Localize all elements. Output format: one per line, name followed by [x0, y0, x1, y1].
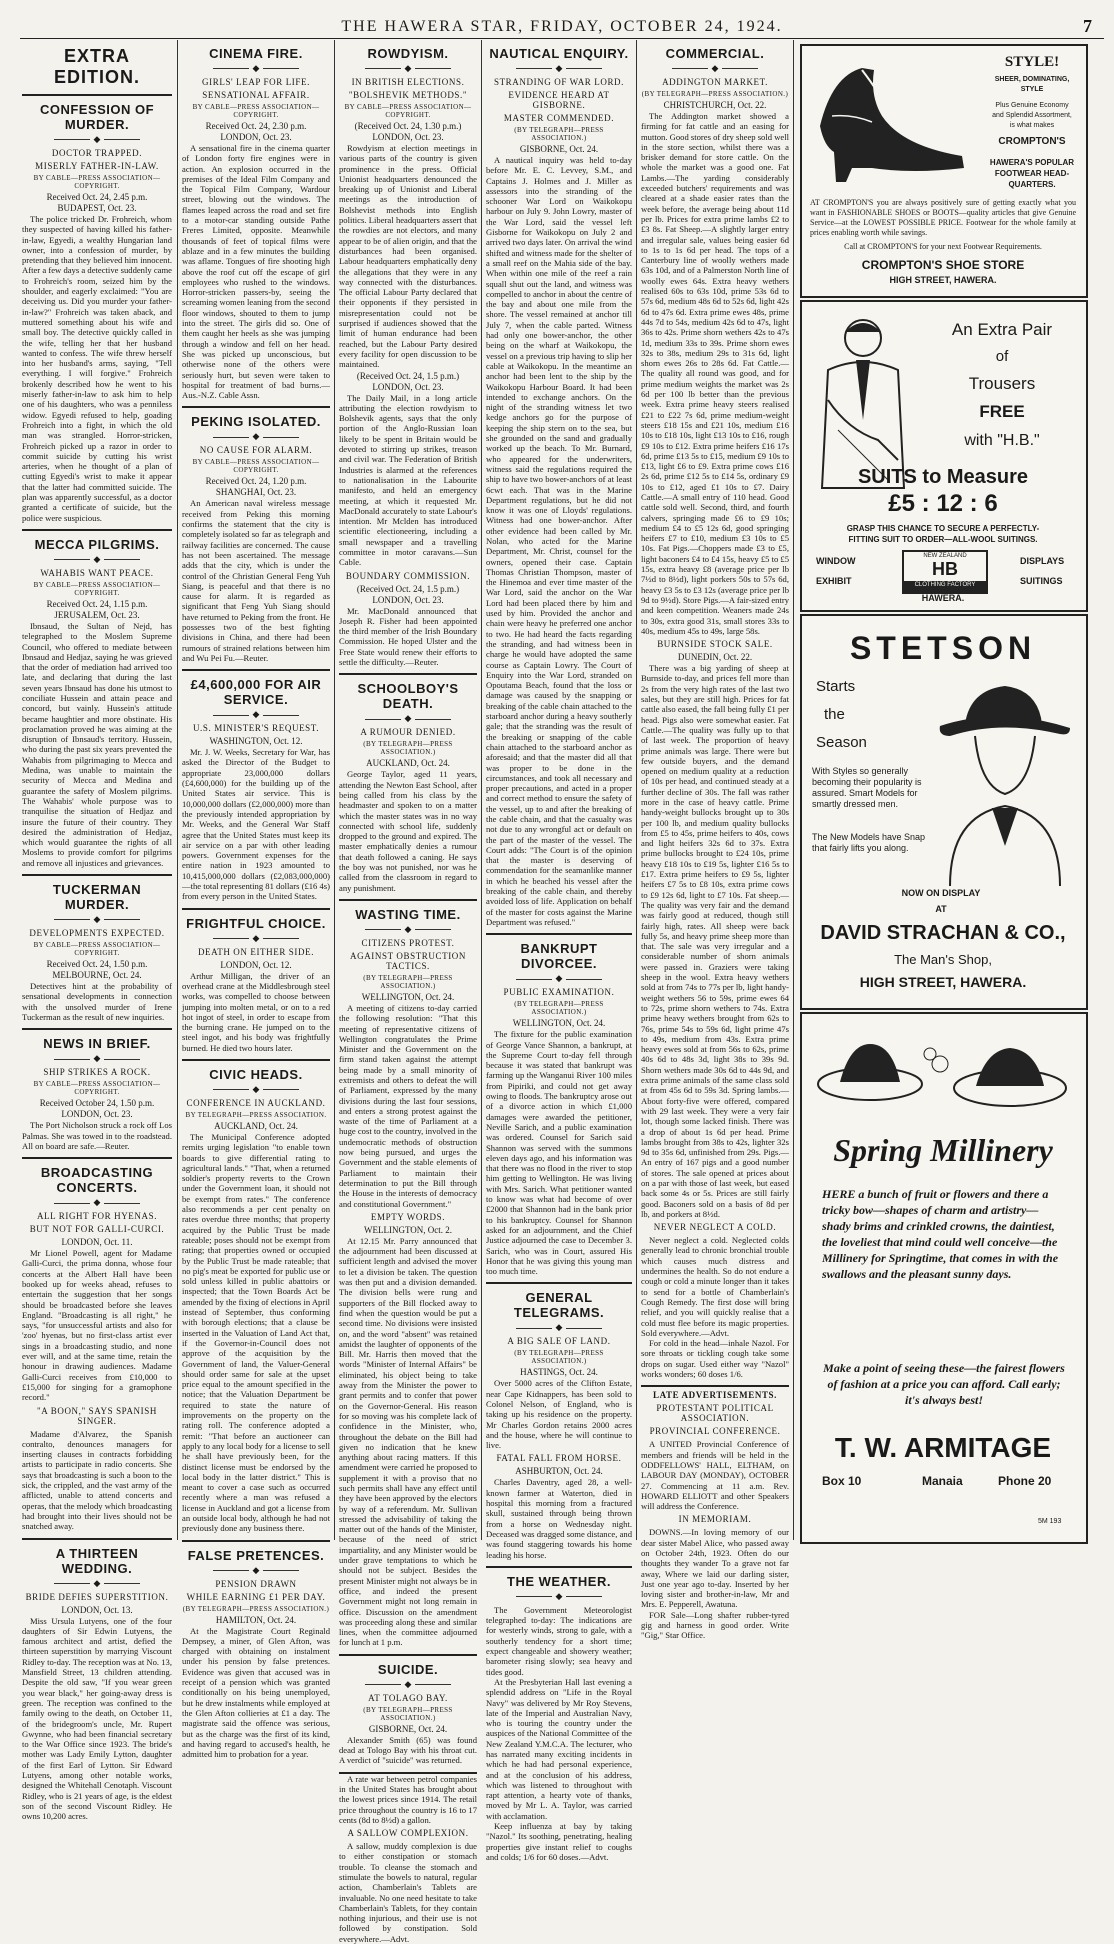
- subhead: "A BOON," SAYS SPANISH SINGER.: [37, 1405, 157, 1426]
- article-body: Mr. MacDonald announced that Joseph R. Fisher had been appointed the third member of the Irish Boundary Commission. He hoped Ulster and the Free State would renew their efforts to settle the difficulty.—Reuter.: [339, 605, 477, 668]
- subhead: DOCTOR TRAPPED.: [51, 148, 143, 158]
- headline-false-pretences: FALSE PRETENCES.: [187, 1547, 325, 1563]
- masthead: [20, 18, 1104, 36]
- ornament: ◆: [641, 63, 789, 74]
- divider: [182, 1540, 330, 1542]
- column-rule: [793, 40, 794, 1540]
- column-4: [486, 40, 632, 1862]
- logo-text: HB: [932, 559, 958, 579]
- ad-text: Plus Genuine Economy: [995, 102, 1069, 109]
- credit-line: (BY TELEGRAPH—PRESS ASSOCIATION.): [363, 973, 453, 990]
- man-in-suit-illustration-icon: [808, 310, 918, 490]
- received-line: (Received Oct. 24, 1.5 p.m.): [356, 370, 460, 381]
- article-body: Mr Lionel Powell, agent for Madame Galli-Curci, the prima donna, whose four concerts at the Albert Hall have been booked up for weeks ahead, refuses to entertain the suggestion that her songs should be broadcasted before she leaves England. "Broadcasting is all right," he says, "for unsuccessful artists and also for 'zoo' hyenas, but no first-class artist ever sings in a broadcasting studio, and none ever will, and at the same time, retain the honour in drawing audiences. Madame Galli-Curci receives from £10,000 to £15,000 for singing for a gramophone record.": [22, 1248, 172, 1403]
- divider: [486, 1282, 632, 1284]
- ornament: ◆: [486, 1591, 632, 1602]
- ad-text: AT: [935, 904, 947, 914]
- subhead: "BOLSHEVIK METHODS.": [348, 90, 468, 100]
- hb-suits-ad: [800, 300, 1088, 612]
- subhead: A BIG SALE OF LAND.: [507, 1336, 611, 1347]
- subhead: AT TOLAGO BAY.: [368, 1692, 448, 1703]
- received-line: Received Oct. 24, 1.15 p.m.: [46, 598, 148, 609]
- ornament: ◆: [182, 1565, 330, 1576]
- credit-line: BY CABLE—PRESS ASSOCIATION—COPYRIGHT.: [33, 1080, 161, 1097]
- article-body: The Port Nicholson struck a rock off Los Palmas. She was towed in to the roadstead. All on board are safe.—Reuter.: [22, 1120, 172, 1151]
- received-line: Received Oct. 24, 2.30 p.m.: [205, 121, 307, 131]
- ad-address: HIGH STREET, HAWERA.: [889, 275, 997, 285]
- article-body: Miss Ursula Lutyens, one of the four daughters of Sir Edwin Lutyens, the famous architect and artist, defied the thirteen superstition by marrying Viscount Ridley to-day. The reception was at No. 13, Mansfield Street, 13 children attending. Despite the old saw, "If you wear green you wear black," her going-away dress is green. The reception was confined to the family owing to the death, on October 11, of the bridegroom's uncle, Mr. Rupert Gwynne, who had been financial secretary to the War Office since 1923. The bride's mother was Lady Emily Lytton, daughter of the first Earl of Lytton. Sir Edward Lutyens, among other notable works, designed the Whitehall Cenotaph. Viscount Ridley, who is 21 years of age, is the eldest son of the second Viscount Ridley. He owns 10,200 acres.: [22, 1615, 172, 1822]
- headline-peking: PEKING ISOLATED.: [191, 414, 321, 430]
- subhead: IN MEMORIAM.: [678, 1514, 752, 1525]
- ad-text: SHEER, DOMINATING,: [994, 76, 1070, 83]
- hats-illustration-icon: [810, 1024, 1076, 1134]
- ornament: ◆: [22, 1053, 172, 1064]
- logo-text: NEW ZEALAND: [923, 553, 967, 559]
- received-line: Received October 24, 1.50 p.m.: [39, 1098, 155, 1109]
- headline-schoolboy: SCHOOLBOY'S DEATH.: [357, 681, 459, 712]
- ornament: ◆: [22, 1197, 172, 1208]
- ad-text: DISPLAYS: [1020, 556, 1065, 566]
- ad-text: WINDOW: [816, 556, 856, 566]
- subhead: DEATH ON EITHER SIDE.: [197, 946, 315, 957]
- ad-text: FREE: [979, 402, 1025, 421]
- spring-millinery-ad: [800, 1012, 1088, 1544]
- credit-line: (BY TELEGRAPH—PRESS ASSOCIATION.): [182, 1604, 330, 1613]
- dateline: LONDON, Oct. 23.: [372, 594, 444, 605]
- subhead: PROTESTANT POLITICAL ASSOCIATION.: [656, 1403, 774, 1424]
- subhead: BUT NOT FOR GALLI-CURCI.: [29, 1224, 165, 1235]
- dateline: CHRISTCHURCH, Oct. 22.: [663, 100, 767, 110]
- late-ads-heading: LATE ADVERTISEMENTS.: [652, 1390, 778, 1401]
- subhead: GIRLS' LEAP FOR LIFE.: [202, 77, 310, 87]
- ornament: ◆: [486, 973, 632, 984]
- article-body: At 12.15 Mr. Parry announced that the adjournment had been discussed at sufficient length and advised the mover to let a division be taken. The question was then put and a division demanded. The division bells were rung and supporters of the Bill flocked away to find when the question would be put a second time. No divisions were insisted on, and the word "absent" was retained amidst the laughter of opponents of the Bill. Mr. Harris then moved that the words "Minister of Internal Affairs" be eliminated, his object being to take away from the Minister the power to grant permits and to confer that power on the Governor-General. His reason for so moving was his complete lack of confidence in the Minister, who, throughout the debate on the Bill had given no indication that he knew anything about racing matters. If this amendment were carried he proposed to supplement it with a proviso that no such permits shall have any effect until they have been approved by the electors by way of a referendum. Mr. Sullivan stressed the advisability of taking the matter out of the hands of the Minister, because of the need of strict impartiality, and any Minister would be under grave temptations to which he should not be subject. Besides the present Minister might not always be in office, and indeed the present Government might not long remain in office. Discussion on the amendment was proceeding along these and similar lines, when the committee adjourned for lunch at 1 p.m.: [339, 1235, 477, 1648]
- credit-line: BY CABLE—PRESS ASSOCIATION—COPYRIGHT.: [344, 103, 472, 119]
- ornament: ◆: [486, 1322, 632, 1333]
- headline-broadcasting: BROADCASTING CONCERTS.: [40, 1165, 154, 1196]
- ad-text: NOW ON DISPLAY: [901, 888, 981, 898]
- credit-line: BY TELEGRAPH—PRESS ASSOCIATION.: [185, 1111, 327, 1119]
- headline-commercial: COMMERCIAL.: [665, 46, 765, 61]
- ad-address: HIGH STREET, HAWERA.: [859, 974, 1027, 990]
- ad-body: Make a point of seeing these—the fairest flowers of fashion at a price you can afford. Call early; it's always best!: [823, 1361, 1065, 1407]
- dateline: WELLINGTON, Oct. 2.: [363, 1224, 453, 1235]
- ad-text: STYLE: [1020, 86, 1044, 93]
- subhead: AGAINST OBSTRUCTION TACTICS.: [350, 950, 466, 971]
- credit-line: BY CABLE—PRESS ASSOCIATION—COPYRIGHT.: [192, 458, 320, 475]
- divider: [182, 406, 330, 408]
- dateline: WELLINGTON, Oct. 24.: [361, 991, 455, 1002]
- hb-logo: [902, 550, 988, 594]
- ad-text: SUITINGS: [1020, 576, 1063, 586]
- man-in-hat-illustration-icon: [920, 676, 1080, 886]
- article-body: A sallow, muddy complexion is due to either constipation or stomach trouble. To cleanse the stomach and stimulate the bowels to natural, regular action, Chamberlain's Tablets are invaluable. No one need hesitate to take Chamberlain's Tablets, for they contain nothing injurious, and their use is not followed by constipation. Sold everywhere.—Advt.: [339, 1841, 477, 1944]
- article-body: A meeting of citizens to-day carried the following resolution: "That this meeting of representative citizens of Wellington congratulates the Prime Minister and the Government on the firm stand taken against the attempt being made by a small minority of extremists and others to defeat the will of Parliament, expressed by the many divisions during the last four sessions, and enters a strong protest against the waste of the time of Parliament at a huge cost to the country, involved in the undemocratic methods of obstruction now being pursued, and urges the Government and the stable elements of Parliament to maintain their determination to put the Bill through the House in the interests of democracy and constitutional Government.": [339, 1002, 477, 1209]
- headline-nautical: NAUTICAL ENQUIRY.: [489, 46, 629, 61]
- headline-rowdyism: ROWDYISM.: [367, 46, 449, 61]
- subhead: EVIDENCE HEARD AT GISBORNE.: [508, 90, 610, 110]
- article-body: The Daily Mail, in a long article attributing the election rowdyism to Bolshevik agents, says that the only portion of the Anglo-Russian loan likely to be spent in Britain would be devoted to stirring up strikes, treason and civil war. The Federation of British Industries is alarmed at the references to nationalisation in the Labourite manifesto, and held an emergency meeting, at which it requested Mr. MacDonald accurately to state Labour's intention. Mr Mclden has introduced scientific electioneering, including a small newspaper and a travelling committee in motor caravans.—Sun Cable.: [339, 392, 477, 568]
- ad-text: CROMPTON'S: [998, 136, 1066, 147]
- ad-body: HERE a bunch of fruit or flowers and there a tricky bow—shapes of charm and artistry—shady brims and crinkled crowns, the daintiest, the loveliest that mind could well conceive—the Millinery for Springtime, that comes in with the swallows and the pleasant sunny days.: [822, 1187, 1059, 1281]
- dateline: SHANGHAI, Oct. 23.: [215, 487, 297, 498]
- subhead: MISERLY FATHER-IN-LAW.: [35, 161, 159, 171]
- ornament: ◆: [182, 431, 330, 442]
- dateline: LONDON, Oct. 23.: [61, 1109, 133, 1120]
- ad-text: Trousers: [968, 374, 1036, 393]
- column-rule: [334, 40, 335, 1540]
- article-body: Ibnsaud, the Sultan of Nejd, has telegraphed to the Moslem Supreme Council, who offered to mediate between Ibnsaud and Hedjaz, saying he was grieved that the order of mediation had arrived too late, and declaring that during the last seven years Ibnsaud has done his utmost to conciliate Hussein and attain peace and concord, but vainly. Hussein's attitude became haughtier and more obstinate. His proclamation proved he was aiming at the disruption of Ibnsaud's territory. Hussein, who during the past six years prevented the Wahabis from pilgrimaging to Mecca and Medina, was unable to maintain the security of Mecca and Medina and guarantee the safety of Moslem pilgrims. The Wahabis' whole purpose was to tranquilise the situation of Hedjaz and insure the future of their country. They desired the administration of Hedjaz, which would guarantee the rights of all Moslems to provide comfort for pilgrims and remove all injustices and grievances.: [22, 620, 172, 868]
- divider: [22, 874, 172, 876]
- divider: [22, 529, 172, 531]
- ad-text: Phone 20: [998, 1474, 1052, 1488]
- ornament: ◆: [339, 924, 477, 935]
- article-body: At the Presbyterian Hall last evening a splendid address on "Life in the Royal Navy" was delivered by Mr Roy Stevens, late of the Imperial and Australian Navy, who is touring the country under the auspices of the National Committee of the New Zealand Y.M.C.A. The lecturer, who has narrated many exciting incidents in which he had had personal experience, and at the conclusion of his address, which was listened to throughout with rapt attention, a hearty vote of thanks, moved by Mr L. A. Taylor, was carried with acclamation.: [486, 1676, 632, 1821]
- dateline: DUNEDIN, Oct. 22.: [677, 652, 753, 663]
- article-body: George Taylor, aged 11 years, attending the Newton East School, after being called from his class by the headmaster and spoken to on a matter which the master states was in no way connected with school life, suddenly dropped to the ground and expired. The master emphatically denies a rumour that death followed a caning. He says the boy was not punished, nor was he called from the classroom in regard to any punishment.: [339, 769, 477, 893]
- divider: [182, 908, 330, 910]
- column-rule: [481, 40, 482, 1540]
- ad-headline: Spring Millinery: [833, 1132, 1053, 1168]
- headline-wasting-time: WASTING TIME.: [355, 906, 461, 922]
- subhead: BRIDE DEFIES SUPERSTITION.: [25, 1591, 169, 1602]
- article-body: A nautical inquiry was held to-day before Mr. E. C. Levvey, S.M., and Captains J. Holmes and J. Miller as assessors into the stranding of the schooner War Lord on Waikokopu harbour on July 9. John Lowry, master of the War Lord, said the vessel left Gisborne for Waikokopu on July 2 and arrived two days later. On arrival the wind shifted and witness made for the shelter of a small reef on the Mahia side of the bay. When within one mile of the reef a rain squall shut out the land, and witness was compelled to anchor in about the centre of the bay and about one mile from the shore. The vessel remained at anchor till July 7, when the cable parted. Witness had only one bower-anchor, the other being on the wharf at Waikokopu, the vessel on a previous trip having to slip her cable at Waikokopu. In the meantime an anchor had been lent to the ship by the Waikokopu Harbour Board. It had been intended to exchange anchors. On the night of the stranding witness let two kedge anchors go for the purpose of keeping the ship stern on to the sea, but she grounded on the sand and gradually worked up the beach. To Mr. Burnard, who appeared for the underwriters, witness said the regulations required the ship to have two bower-anchors of at least 6cwt each. That was in the Marine Department regulations, but he did not know it was one of Lloyds' regulations. Witness had one bower-anchor. After other evidence had been called by Mr. Nolan, who acted for the Marine Department, Mr. Christ, counsel for the owners, opened their case. Captain Thomas Christian Thompson, master of the Hinemoa and ever time master of the War Lord, said the anchor on the War Lord had been placed there by him and used by him. Provided the anchor and chain were heavy he preferred one anchor to two. He had heard the facts regarding the stranding, and had witness been in charge he would have adopted the same course as Captain Lowry. The Court of Enquiry into the War Lord, stranded on Opoutama Beach, found that the loss or damage was caused by the snapping or breaking of the cable chain attached to the starboard anchor during a heavy southerly gale; that the stranding was the result of the breaking or snapping of the cable chain attached to the starboard anchor as aforesaid; and that the master did all that was proper to be done in the circumstances, and took all necessary and proper precautions, and acted in a proper and correct method to ensure the safety of the vessel, up to and after the breaking of the cable chain, and that the casualty was not due to any wrongful act or default on the part of the master of the vessel. The Court adds: "The Court is of the opinion that the master is deserving of commendation for the seamanlike manner in which he beached his vessel after the breaking of the cable chain, and thereby avoided loss of life. Application on behalf of the master for costs against the Marine Department was refused.": [486, 155, 632, 927]
- dateline: ASHBURTON, Oct. 24.: [515, 1466, 603, 1477]
- logo-text: CLOTHING FACTORY: [914, 582, 976, 588]
- ad-text: GRASP THIS CHANCE TO SECURE A PERFECTLY-: [846, 524, 1040, 533]
- article-body: Mr. J. W. Weeks, Secretary for War, has asked the Director of the Budget to appropriate 23,000,000 dollars (£4,600,000) for the building up of the United States air service. This is 10,000,000 dollars (£2,000,000) more than the previously intended appropriation by Mr. Weeks, and the General War Staff agree that the United States must keep its air service on a par with other leading powers. Government expenses for the entire nation in 1923 amounted to 10,415,000,000 dollars (£2,083,000,000)—the total representing 81 dollars (£16 4s) from every person in the United States.: [182, 747, 330, 902]
- ad-headline: STYLE!: [1004, 54, 1060, 70]
- article-body: A rate war between petrol companies in the United States has brought about the lowest prices since 1914. The retail price throughout the country is 16 to 17 cents (8d to 8½d) a gallon.: [339, 1773, 477, 1825]
- ad-text: of: [995, 348, 1009, 365]
- divider: [22, 1028, 172, 1030]
- ornament: ◆: [339, 713, 477, 724]
- stetson-ad: [800, 614, 1088, 1010]
- headline-news-brief: NEWS IN BRIEF.: [43, 1036, 151, 1052]
- ad-store-name: T. W. ARMITAGE: [834, 1432, 1052, 1463]
- credit-line: (BY TELEGRAPH—PRESS ASSOCIATION.): [363, 1705, 453, 1722]
- headline-suicide: SUICIDE.: [377, 1661, 439, 1677]
- dateline: HAMILTON, Oct. 24.: [215, 1614, 297, 1625]
- subhead: BOUNDARY COMMISSION.: [345, 570, 471, 581]
- ad-store-name: DAVID STRACHAN & CO.,: [820, 922, 1066, 944]
- subhead: MASTER COMMENDED.: [503, 113, 615, 123]
- ornament: ◆: [22, 1578, 172, 1589]
- dateline: GISBORNE, Oct. 24.: [519, 144, 599, 154]
- credit-line: (BY TELEGRAPH—PRESS ASSOCIATION.): [514, 1349, 604, 1366]
- dateline: BUDAPEST, Oct. 23.: [57, 203, 137, 213]
- subhead: FATAL FALL FROM HORSE.: [496, 1453, 622, 1464]
- article-body: A UNITED Provincial Conference of members and friends will be held in the ODDFELLOWS' HALL, ELTHAM, on LABOUR DAY (MONDAY), OCTOBER 27. Commencing at 11 a.m. Rev. HOWARD ELLIOTT and other Speakers will address the Conference.: [641, 1439, 789, 1512]
- ornament: ◆: [182, 1084, 330, 1095]
- ad-store-name: CROMPTON'S SHOE STORE: [861, 258, 1025, 272]
- divider: [486, 933, 632, 935]
- subhead: DEVELOPMENTS EXPECTED.: [29, 928, 165, 939]
- subhead: PUBLIC EXAMINATION.: [503, 987, 615, 998]
- credit-line: BY CABLE—PRESS ASSOCIATION—COPYRIGHT.: [33, 580, 161, 597]
- subhead: WAHABIS WANT PEACE.: [40, 567, 154, 578]
- credit-line: (BY TELEGRAPH—PRESS ASSOCIATION.): [363, 740, 453, 757]
- ad-body: With Styles so generally becoming their popularity is assured. Smart Models for smartly dressed men.: [812, 766, 922, 809]
- divider: [22, 1538, 172, 1540]
- headline-weather: THE WEATHER.: [507, 1573, 611, 1589]
- received-line: Received Oct. 24, 2.45 p.m.: [46, 192, 148, 202]
- credit-line: BY CABLE—PRESS ASSOCIATION—COPYRIGHT.: [192, 103, 320, 119]
- received-line: (Received Oct. 24, 1.30 p.m.): [354, 121, 462, 131]
- headline-civic-heads: CIVIC HEADS.: [209, 1067, 303, 1082]
- dateline: LONDON, Oct. 23.: [372, 381, 444, 392]
- headline-mecca: MECCA PILGRIMS.: [34, 536, 160, 552]
- ad-text: and Splendid Assortment,: [992, 112, 1072, 119]
- headline-air-service: £4,600,000 FOR AIR SERVICE.: [190, 677, 322, 708]
- ornament: ◆: [182, 63, 330, 74]
- credit-line: (BY TELEGRAPH—PRESS ASSOCIATION.): [514, 1000, 604, 1017]
- headline-bankrupt: BANKRUPT DIVORCEE.: [520, 941, 598, 972]
- headline-confession: CONFESSION OF MURDER.: [39, 102, 155, 132]
- ad-text: EXHIBIT: [816, 576, 852, 586]
- ad-address: HAWERA.: [921, 593, 965, 603]
- article-body: The Municipal Conference adopted remits urging legislation "to enable town boards to give differential rating to agricultural lands." "That, when a returned soldier's property reverts to the Crown under the Government loan, it should not be exempt from rates." The conference also recommends a per cent penalty on rates overdue three months; that property acquired by the Public Trust be made rateable; poses should not be exempt from rating; that properties owned or occupied by the Public Trust be made rateable; that no pig's meat be exported for public use or sold unless killed in public abattoirs or inspected; that the Town Boards Act be amended by the fixing of elections in April instead of September, thus conforming with borough elections; that a clause be inserted in the Valuation of Land Act that, if the Governor-in-Council does not approve of the acquisition by the Government of land, the Valuer-General should order same for sale at the upset price equal to the amount specified in the notice; that the Valuation Department be required to state the nature of improvements on the property on the rating roll. The conference adopted a remit: "That before an auctioneer can apply to any local body for a license to sell he shall have previously been, for the distinct license must be endorsed by the local body in the latter district." This is meant to cover a case such as occurred recently where a man was refused a license in Auckland and got a license from an outside local body, although he had not previously done any business there.: [182, 1132, 330, 1534]
- ornament: ◆: [339, 63, 477, 74]
- divider: [486, 1566, 632, 1568]
- subhead: NO CAUSE FOR ALARM.: [199, 445, 313, 456]
- column-rule: [177, 40, 178, 1540]
- ad-text: Call at CROMPTON'S for your next Footwear Requirements.: [844, 242, 1042, 251]
- column-3: [339, 40, 477, 1944]
- subhead: CITIZENS PROTEST.: [361, 937, 455, 948]
- subhead: PENSION DRAWN: [215, 1578, 297, 1589]
- dateline: GISBORNE, Oct. 24.: [368, 1723, 448, 1734]
- dateline: AUCKLAND, Oct. 24.: [366, 758, 450, 769]
- crompton-shoe-ad: [800, 44, 1088, 298]
- subhead: IN BRITISH ELECTIONS.: [351, 77, 465, 87]
- divider: [339, 673, 477, 675]
- subhead: SHIP STRIKES A ROCK.: [43, 1067, 151, 1078]
- ad-headline: STETSON: [849, 630, 1037, 666]
- subhead: BURNSIDE STOCK SALE.: [657, 639, 773, 650]
- dateline: LONDON, Oct. 23.: [372, 132, 444, 142]
- ornament: ◆: [182, 709, 330, 720]
- ad-text: QUARTERS.: [1008, 180, 1056, 189]
- article-body: At the Magistrate Court Reginald Dempsey, a miner, of Glen Afton, was charged with obtaining on instalment under his pension by false pretences. Evidence was given that accused was in receipt of a pension which was granted conditionally on his being unemployed, but he drew instalments while employed at the Glen Afton collieries at £1 a day. The magistrate said the offence was serious, but as the charge was the first of its kind, and having regard to accused's health, he admitted him to probation for a year.: [182, 1625, 330, 1760]
- page-number: 7: [1083, 16, 1094, 36]
- column-5: [641, 40, 789, 1641]
- received-line: Received Oct. 24, 1.20 p.m.: [205, 476, 307, 487]
- subhead: WHILE EARNING £1 PER DAY.: [186, 1591, 326, 1602]
- article-body: Alexander Smith (65) was found dead at Tologo Bay with his throat cut. A verdict of "suicide" was returned.: [339, 1734, 477, 1766]
- column-rule: [636, 40, 637, 1540]
- headline-tuckerman: TUCKERMAN MURDER.: [52, 882, 142, 913]
- dateline: MELBOURNE, Oct. 24.: [52, 970, 142, 981]
- ad-text: Box 10: [822, 1474, 862, 1488]
- article-body: The police tricked Dr. Frohreich, whom they suspected of having killed his father-in-law, Egyedi, a wealthy Hungarian land owner, into a confession of murder, by pretending that they believed him innocent. After a few days a detective suddenly came to Frohreich's room, seized him by the shoulder, and eagerly exclaimed: "You are deceiving us. Did you murder your father-in-law?" Frohreich was taken aback, and muttered something about his wife and small boy. The detective quickly called in the wife, telling her that her husband wanted to confess. The wife threw herself into her husband's arms, saying, "Tell everything. I will forgive." Frohreich brokenly described how he went to his miserly father-in-law to ask him to help one of his daughters, who was a penniless widow. Egyedi refused to help, goading Frohreich into a fight, in which the old man was strangled. Horror-stricken, Frohreich picked up a razor in order to commit suicide by cutting his wrist arteries, when he thought of a plan of cutting Egyedi's wrist to make it appear that the latter had committed suicide. The plan was apparently successful, as a doctor granted a certificate of suicide, but the police were suspicious.: [22, 214, 172, 523]
- headline-frightful-choice: FRIGHTFUL CHOICE.: [186, 915, 326, 931]
- ad-text: HAWERA'S POPULAR: [989, 158, 1075, 167]
- dateline: JERUSALEM, Oct. 23.: [54, 609, 140, 620]
- ornament: ◆: [22, 134, 172, 145]
- ornament: ◆: [22, 914, 172, 925]
- article-body: Over 5000 acres of the Clifton Estate, near Cape Kidnappers, has been sold to Colonel Nelson, of England, who is taking up his residence on the property. Mr Charles Gordon retains 2000 acres and the house, where he will continue to live.: [486, 1378, 632, 1451]
- ornament: ◆: [486, 63, 632, 74]
- ad-text: the: [824, 706, 845, 723]
- dateline: LONDON, Oct. 11.: [61, 1237, 133, 1248]
- credit-line: (BY TELEGRAPH—PRESS ASSOCIATION.): [641, 90, 789, 98]
- divider: [339, 899, 477, 901]
- masthead-rule: [20, 38, 1104, 39]
- article-body: There was a big yarding of sheep at Burnside to-day, and prices fell more than 2s from the very high rates of the last two sales, but they are still high. Prices for fat cattle also eased, the fall being fully £1 per head. Pigs also were somewhat easier. Fat Cattle.—The quality was fully up to that of last week. The proportion of heavy prime animals was large. There were but few outside buyers, and the demand opened on medium quality at a reduction of 10s per head, and continued steady at a further decline of 30s. The fall was rather more in the case of heavy cattle. Prime handy-weight bullocks brought up to 30s per 100 lb, and medium quality bullocks from £5 to 45s, prime heifers to 40s, cows and light heifers 32s 6d to 37s. Extra prime bullocks brought to £24 10s, prime heavy £18 10s to £19 5s, lighter £16 5s to £17. Extra prime heifers to £9 5s, lighter heifers £7 5s to £8 10s, extra prime cows to £9 12s 6d, light to £7 10s. Fat sheep.—The quality was very fair and the demand was fairly good at reduced, though still fairly high, rates. All sheep were back fully 5s, and heavy prime sheep more than that. The sale was very irregular and a considerable number of shorn animals were passed in. Graziers were taking sheep in the wool. Extra heavy wethers sold at from 74s to 77s per lb, light handy-weight wethers 56 to 59s, prime ewes 64 to 72s, prime shorn wethers to 74s. Extra prime heavy wethers brought from 62s to 76s, prime 54s to 59s 6d, light prime 47s to 49s, medium from 43s. Extra prime heavy ewes sold at from 56s to 62s, prime 40s 6d to 48s 3d, light 38s to 39s 9d. Shorn wethers made 30s 6d to 44s 9d, and extra prime animals of the same class sold at from 45s 6d to 59s 3d. Spring lambs.—About forty-five were offered, compared with 29 last week. They were a very fair lot, though some lacked finish. There was a drop of about 1s 6d per head. Prime lambs brought from 38s to 42s, lighter 32s 9d to 35s 6d, unfinished from 29s. Pigs.—An entry of 167 pigs and a good number of stores. The sale opened at prices about on a par with those of last week, but eased back some 4s or 5s. Prices are still fairly good. Baconers sold on a basis of 8d per lb, and porkers at 8½d.: [641, 663, 789, 1219]
- divider: [22, 94, 172, 96]
- subhead: U.S. MINISTER'S REQUEST.: [192, 723, 320, 734]
- article-body: The Addington market showed a firming for fat cattle and an easing for mutton. Good stores of dry sheep sold well in the store section, whilst there was a brisker demand for store cattle. On the whole the market was a good one. Fat Lambs.—The yarding considerably exceeded butchers' requirements and was cleared at a shade easier rates than the week before, the average being about 11d per lb. Prices for extra prime lambs £2 to £3 8s. Fat Sheep.—A slightly larger entry and irregular sale, values being easier 6d to 1s to 1s 6d per head. The tops of a Canterbury line of woolly wethers made 63s 10d, and of a Palmerston North line of woolly ewes 64s. Extra heavy wethers realised 60s to 63s 10d, prime 53s 6d to 57s 6d, medium 48s 6d to 52s 6d, light 42s 6d to 47s 6d. Extra prime ewes 48s, prime 44s 7d to 54s, medium 42s 6d to 47s, light 36s to 42s. Prime shorn wethers 42s to 47s 1d, medium 33s to 39s. Prime shorn ewes 32s to 38s, medium 29s to 31s 6d, light shorn ewes 26s to 28s 6d. Fat Cattle.—The quality all round was good, and for prime medium weights the market was 2s 6d per 100 lb better than the previous week. Extra prime heavy steers realised £21 to £22 7s 6d, prime medium-weight steers £18 15s and £21 10s, medium £16 10s to £18 10s, light £13 10s to £16, rough £9 10s to £12. Extra prime heifers £16 17s 6d, prime £13 5s to £15, medium £9 10s to £13, light £6 to £9. Extra prime cows £16 2s 6d, prime £12 5s to £14 5s, ordinary £9 10s to £12, aged £1 10s to £7. Dairy Cattle.—A small entry of 110 head. Good cattle sold well. Second, third, and fourth calvers, springing made £6 to £9 10s; medium £4 to £5 12s 6d, good springing heifers £7 to £10, medium £3 10s to £5 10s. Fat Pigs.—Choppers made £3 to £5, light baconers £4 to £4 15s, heavy £5 to £5 15s, extra heavy £8 (average price per lb 7½d to 8½d), light porkers 50s to 57s 6d, heavy £3 5s to £3 12s (average price per lb 9d to 9½d). Store Pigs.—A fair-sized entry and keen competition. Weaners made 24s to 30s, extra good 31s, small stores 33s to 40s, medium 45s to 49s, large 58s.: [641, 111, 789, 636]
- subhead: A SALLOW COMPLEXION.: [347, 1828, 469, 1839]
- divider: [641, 1385, 789, 1387]
- ad-headline: SUITS to Measure: [857, 466, 1029, 488]
- article-body: Arthur Milligan, the driver of an overhead crane at the Middlesbrough steel works, was compelled to choose between jumping into molten metal, or on to a red hot ingot of steel, in order to escape from the burning crane. He jumped on to the steel ingot, and his body was frightfully burned. He died two hours later.: [182, 970, 330, 1053]
- extra-edition-heading: EXTRA EDITION.: [53, 46, 140, 87]
- subhead: ALL RIGHT FOR HYENAS.: [36, 1211, 158, 1222]
- dateline: LONDON, Oct. 12.: [220, 959, 292, 970]
- received-line: (Received Oct. 24, 1.5 p.m.): [356, 583, 460, 594]
- dateline: HASTINGS, Oct. 24.: [520, 1367, 598, 1378]
- shoe-illustration-icon: [812, 56, 972, 186]
- divider: [339, 1654, 477, 1656]
- ornament: ◆: [339, 1679, 477, 1690]
- subhead: SENSATIONAL AFFAIR.: [202, 90, 310, 100]
- column-1: [22, 40, 172, 1822]
- ornament: ◆: [182, 933, 330, 944]
- credit-line: (BY TELEGRAPH—PRESS ASSOCIATION.): [514, 126, 604, 142]
- ad-price: £5 : 12 : 6: [888, 490, 998, 517]
- ad-body: AT CROMPTON'S you are always positively sure of getting exactly what you want in FASHIONABLE SHOES or BOOTS—quality articles that give Genuine Service—at the LOWEST POSSIBLE PRICE. Footwear for the whole family at prices enabling worth while savings.: [810, 198, 1076, 237]
- masthead-title: THE HAWERA STAR, FRIDAY, OCTOBER 24, 1924.: [341, 18, 783, 35]
- subhead: ADDINGTON MARKET.: [662, 77, 768, 87]
- article-body: FOR Sale—Long shafter rubber-tyred gig and harness in good order. Write "Gig," Star Office.: [641, 1609, 789, 1641]
- subhead: STRANDING OF WAR LORD.: [493, 77, 625, 87]
- article-body: For cold in the head—inhale Nazol. For sore throats or tickling cough take some drops on sugar. Used either way "Nazol" works wonders; 60 doses 1/6.: [641, 1338, 789, 1380]
- credit-line: BY CABLE—PRESS ASSOCIATION—COPYRIGHT.: [33, 941, 161, 958]
- column-2: [182, 40, 330, 1760]
- dateline: LONDON, Oct. 23.: [220, 132, 292, 142]
- divider: [182, 1059, 330, 1061]
- subhead: A RUMOUR DENIED.: [360, 727, 456, 738]
- article-body: DOWNS.—In loving memory of our dear sister Mabel Alice, who passed away on October 24th, 1923. Often do our thoughts they wander To a grave not far away, Where we laid our darling sister, Just one year ago to-day. Inserted by her loving sister and brother-in-law, Mr and Mrs. E. Pepperell, Awatuna.: [641, 1527, 789, 1610]
- ad-text: Starts: [816, 678, 856, 695]
- dateline: WASHINGTON, Oct. 12.: [209, 736, 303, 747]
- ad-text: An Extra Pair: [951, 320, 1053, 339]
- article-body: An American naval wireless message received from Peking this morning confirms the statement that the city is completely isolated so far as telegraph and railway facilities are concerned. The cause has not been ascertained. The message adds that the city, which is under the control of the Christian General Feng Yuh Siang, is peaceful and that there is no cause for alarm. It is regarded as significant that Feng Yuh Siang should have returned to Peking from the front. He possesses two of the best fighting divisions in China, and there had been rumours of strained relations between him and Wu Pei Fu.—Reuter.: [182, 498, 330, 663]
- received-line: Received Oct. 24, 1.50 p.m.: [46, 959, 148, 970]
- credit-line: BY CABLE—PRESS ASSOCIATION—COPYRIGHT.: [33, 174, 161, 190]
- ad-text: Manaia: [922, 1474, 963, 1488]
- headline-thirteen-wedding: A THIRTEEN WEDDING.: [55, 1545, 139, 1576]
- article-body: The Government Meteorologist telegraphed to-day: The indications are for westerly winds, strong to gale, with a southerly tendency for a short time; expect changeable and showery weather; barometer rising slowly; sea heavy and tides good.: [486, 1604, 632, 1677]
- article-body: Madame d'Alvarez, the Spanish contralto, denounces managers for inserting clauses in contracts forbidding artists to participate in radio concerts. She says that broadcasting is such a boon to the sick, the crippled, and the vast army of the afflicted, unable to attend concerts and operas, that the melody which broadcasting had brought into their lives should not be snatched away.: [22, 1428, 172, 1532]
- ad-code: 5M 193: [1038, 1518, 1062, 1525]
- ad-text: FOOTWEAR HEAD-: [994, 169, 1070, 178]
- ad-text: FITTING SUIT TO ORDER—ALL-WOOL SUITINGS.: [848, 535, 1038, 544]
- divider: [182, 669, 330, 671]
- dateline: LONDON, Oct. 13.: [61, 1604, 133, 1615]
- subhead: CONFERENCE IN AUCKLAND.: [186, 1098, 326, 1108]
- ad-text: with "H.B.": [964, 432, 1040, 449]
- article-body: The fixture for the public examination of George Vance Shannon, a bankrupt, at the Supreme Court to-day fell through because it was stated that bankrupt was farming up the Wanganui River 100 miles from Pipiriki, and could not get away owing to floods. The bankruptcy arose out of a divorce action in which £1,000 damages were awarded the petitioner, Neville Sarich, and a public examination was ordered. Counsel for Sarich said Shannon was served with the summons eleven days ago, and his information was that there was no flood in the river to stop him getting to Wellington. He was living with Mrs. Sarich. What petitioner wanted to know was what had become of over £2000 that Shannon had in the bank prior to his bankruptcy. Counsel for Shannon asked for an adjournment, and the Chief Justice adjourned the case to December 3. Sarich, who was in Court, assured His Honor that he was giving this young man too much time.: [486, 1029, 632, 1277]
- article-body: A sensational fire in the cinema quarter of London forty fire engines were in action. An explosion occurred in the premises of the Ideal Film Company and the Topical Film Company, Wardour street, blowing out the windows. The flames leaped across the road and set fire to a motor-car standing outside Pathe Freres Limited, opposite. Meanwhile thousands of feet of topical films were ablaze and in a few minutes the building was aflame. Tongues of fire shooting high above the roof cut off the escape of girl employees who rushed to the windows. Horror-stricken passers-by, seeing the screaming women leaning from the second floor windows, shouted to them to jump into the street. The girls did so. One of them caught her heels as she was jumping through a window and fell on her head. She was picked up unconscious, but otherwise none of the others were seriously hurt, but seven were taken to hospital for treatment of bad burns.—Aus.-N.Z. Cable Assn.: [182, 143, 330, 401]
- ad-text: The Man's Shop,: [894, 952, 992, 967]
- subhead: EMPTY WORDS.: [370, 1211, 446, 1222]
- article-body: Charles Daventry, aged 28, a well-known farmer at Waterton, died in hospital this morning from a fractured skull, sustained through being thrown from a horse on Wednesday night. Deceased was dragged some distance, and was found staggering towards his home leading his horse.: [486, 1477, 632, 1560]
- dateline: WELLINGTON, Oct. 24.: [512, 1018, 606, 1029]
- subhead: PROVINCIAL CONFERENCE.: [649, 1426, 781, 1437]
- article-body: Never neglect a cold. Neglected colds generally lead to chronic bronchial trouble which causes much distress and undermines the health. So do not endure a cough or cold a minute longer than it takes to send for a bottle of Chamberlain's Cough Remedy. The first dose will bring relief, and you will quickly realise that a cold must flee before its magic properties. Sold everywhere.—Advt.: [641, 1235, 789, 1338]
- dateline: AUCKLAND, Oct. 24.: [214, 1121, 298, 1131]
- ad-text: Season: [816, 734, 867, 751]
- headline-general-telegrams: GENERAL TELEGRAMS.: [513, 1290, 605, 1321]
- divider: [22, 1157, 172, 1159]
- ad-body: The New Models have Snap that fairly lifts you along.: [812, 832, 926, 853]
- article-body: Detectives hint at the probability of sensational developments in connection with the unsolved murder of Irene Tuckerman as the result of new inquiries.: [22, 981, 172, 1022]
- subhead: NEVER NEGLECT A COLD.: [653, 1222, 777, 1233]
- ad-text: is what makes: [1009, 122, 1055, 129]
- article-body: Keep influenza at bay by taking "Nazol." Its soothing, penetrating, healing properties give instant relief to coughs and colds; 1/6 for 60 doses.—Advt.: [486, 1821, 632, 1862]
- ornament: ◆: [22, 554, 172, 565]
- article-body: Rowdyism at election meetings in various parts of the country is given prominence in the press. Official Unionist headquarters denounced the breaking up of Unionist and Liberal meetings as the introduction of Bolshevist methods into English politics. Liberal headquarters assert that the rowdies are not electors, and many appear to be of alien origin, and that the disturbances had been organised. Labour headquarters emphatically deny the allegations that they were in any way connected with the disturbances. The official Labour Party declared that their opponents if they persisted in misrepresentation could not be surprised if audiences showed that the limit of human endurance had been reached, but the Labour Party desired every facility for open discussion to be maintained.: [339, 143, 477, 370]
- headline-cinema-fire: CINEMA FIRE.: [209, 46, 303, 61]
